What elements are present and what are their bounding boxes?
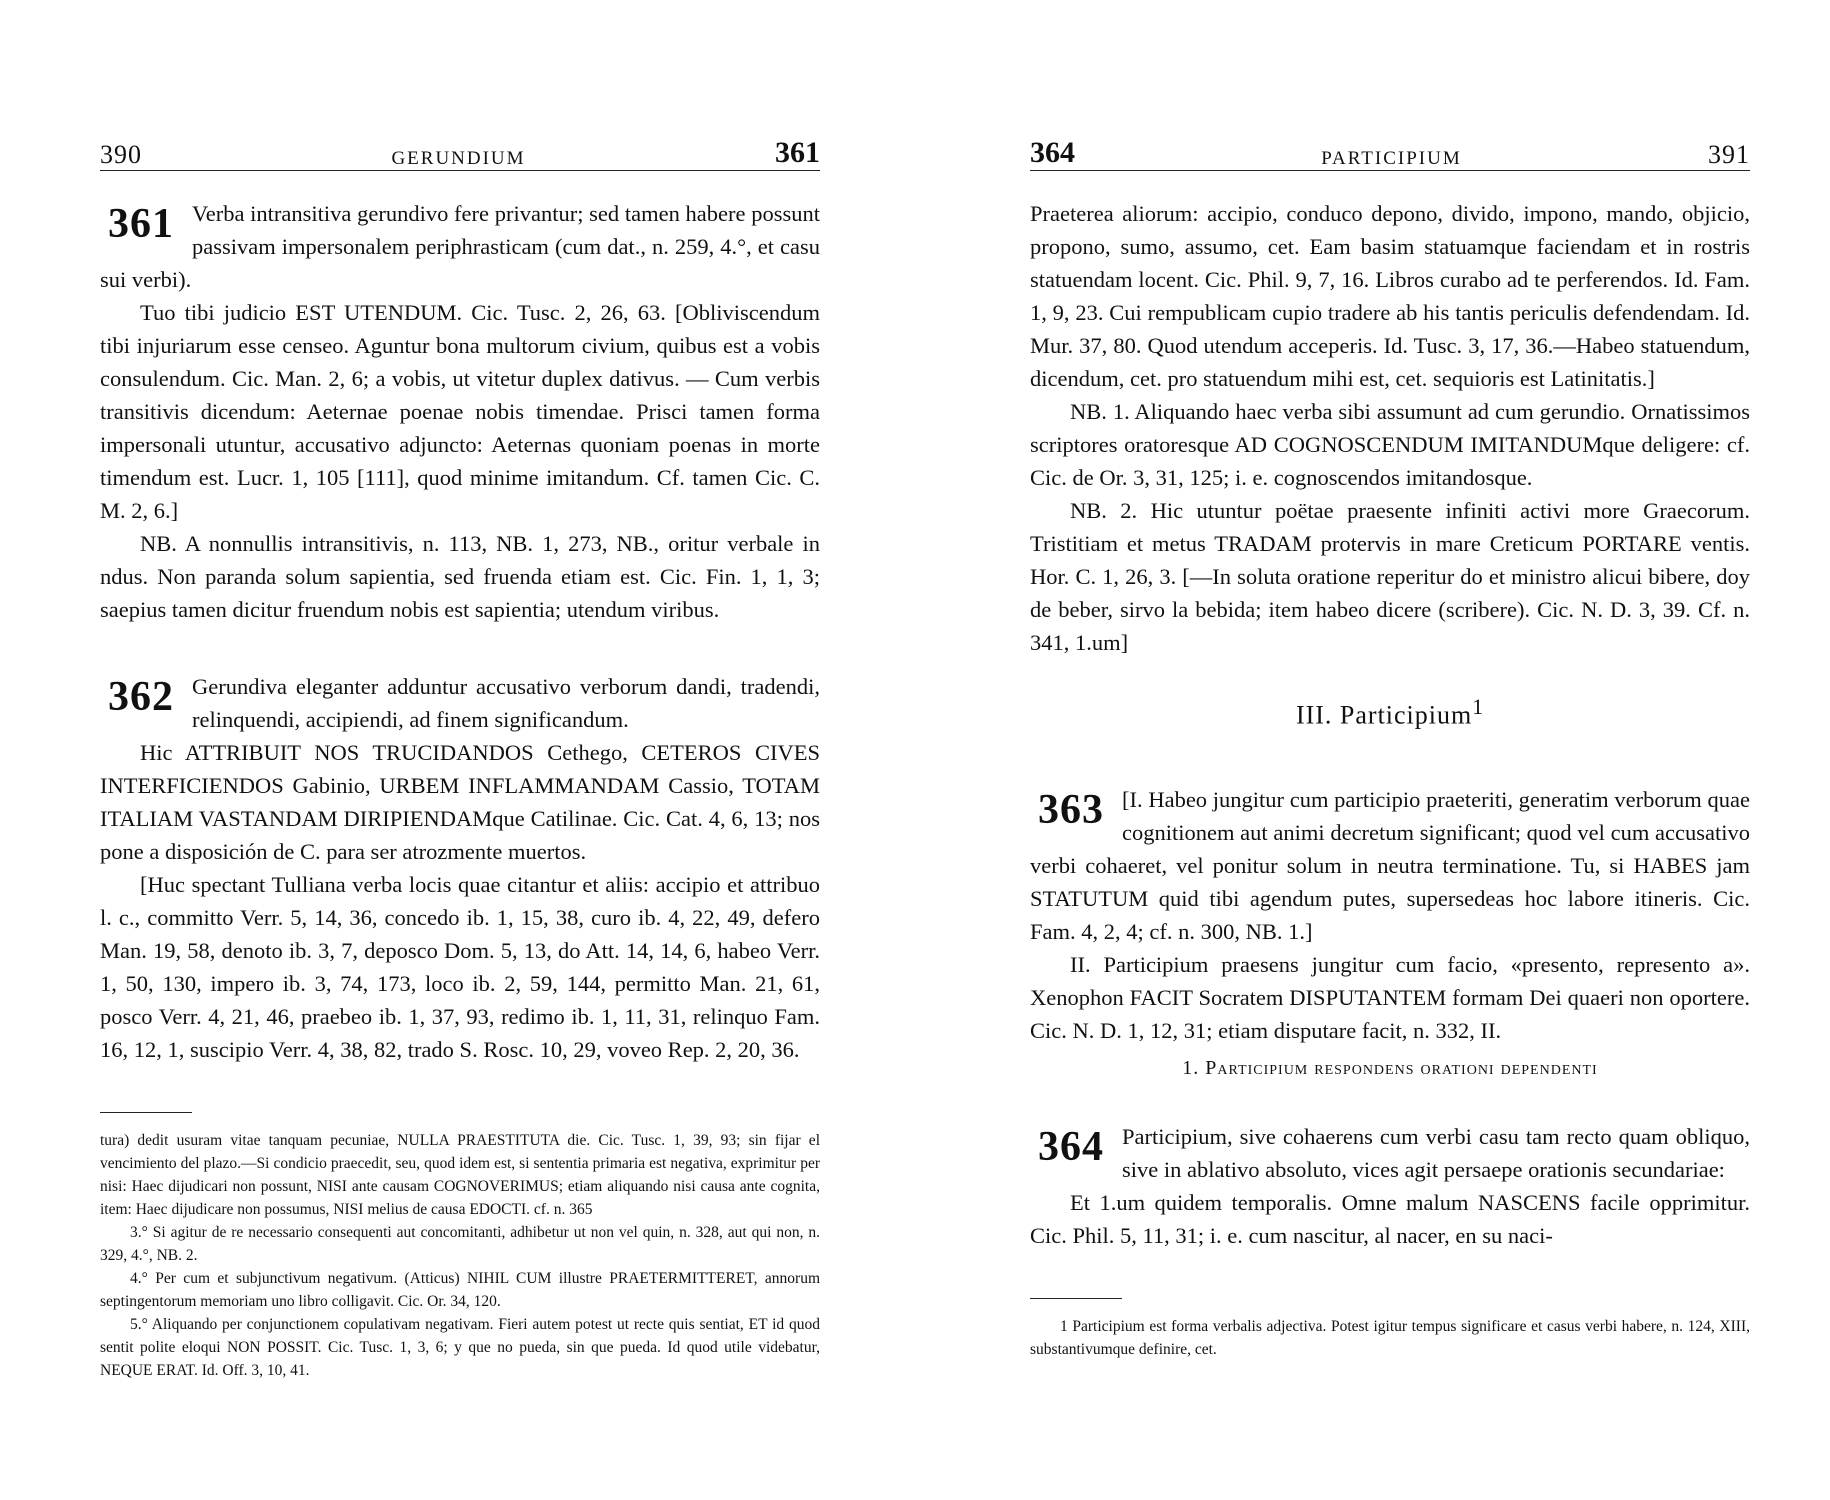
subheading: 1. Participium respondens orationi dependenti [1182, 1056, 1598, 1079]
left-page [100, 120, 820, 1382]
footnotes [100, 1129, 820, 1382]
heading-text: III. Participium [1295, 700, 1473, 730]
section-361 [100, 197, 820, 296]
section-number-label: 364 [1038, 1123, 1104, 1170]
section-number-label: 363 [1038, 786, 1104, 833]
section-text: Gerundiva eleganter adduntur accusativo verborum dandi, tradendi, relinquendi, accipiendi, ad finem significandum. [192, 674, 820, 732]
footnote: tura) dedit usuram vitae tanquam pecuniae, NULLA PRAESTITUTA die. Cic. Tusc. 1, 39, 93; sin fijar el vencimiento del plazo.—Si condicio praecedit, seu, quod idem est, si sententia primaria est negativa, exprimitur per nisi: Haec dijudicari non possunt, NISI ante causam COGNOVERIMUS; etiam aliquando nisi causa ante cognita, item: Haec dijudicare non possumus, NISI melius de causa EDOCTI. cf. n. 365 [100, 1132, 820, 1218]
right-page-header [1030, 120, 1750, 171]
paragraph: NB. 2. Hic utuntur poëtae praesente infiniti activi more Graecorum. Tristitiam et metus TRADAM protervis in mare Creticum PORTARE ventis. Hor. C. 1, 26, 3. [—In soluta oratione reperitur do et ministro alicui bibere, doy de beber, sirvo la bebida; item habeo dicere (scribere). Cic. N. D. 3, 39. Cf. n. 341, 1.um] [1030, 498, 1750, 655]
section-number-label: 362 [108, 674, 174, 720]
paragraph: NB. 1. Aliquando haec verba sibi assumunt ad cum gerundio. Ornatissimos scriptores oratoresque AD COGNOSCENDUM IMITANDUMque deligere: cf. Cic. de Or. 3, 31, 125; i. e. cognoscendos imitandosque. [1030, 399, 1750, 490]
paragraph: [Huc spectant Tulliana verba locis quae citantur et aliis: accipio et attribuo l. c., committo Verr. 5, 14, 36, concedo ib. 1, 15, 38, curo ib. 4, 22, 49, defero Man. 19, 58, denoto ib. 3, 7, deposco Dom. 5, 13, do Att. 14, 14, 6, habeo Verr. 1, 50, 130, impero ib. 3, 74, 173, loco ib. 2, 59, 144, permitto Man. 21, 61, posco Verr. 4, 21, 46, praebeo ib. 1, 37, 93, redimo ib. 1, 11, 31, relinquo Fam. 16, 12, 1, suscipio Verr. 4, 38, 82, trado S. Rosc. 10, 29, voveo Rep. 2, 20, 36. [100, 872, 820, 1062]
page-number: 391 [1708, 140, 1750, 169]
footnote-marker: 1 [1472, 695, 1485, 719]
section-number: 364 [1030, 136, 1075, 169]
footnote: 5.° Aliquando per conjunctionem copulativam negativam. Fieri autem potest ut recte quis sentiat, ET id quod sentit polite eloqui NON POSSIT. Cic. Tusc. 1, 3, 6; y que no pueda, sin que pueda. Id quod utile videbatur, NEQUE ERAT. Id. Off. 3, 10, 41. [100, 1316, 820, 1379]
paragraph: II. Participium praesens jungitur cum facio, «presento, represento a». Xenophon FACIT Socratem DISPUTANTEM formam Dei quaeri non oportere. Cic. N. D. 1, 12, 31; etiam disputare facit, n. 332, II. [1030, 951, 1750, 1043]
running-title: GERUNDIUM [391, 148, 526, 169]
section-number-label: 361 [108, 201, 174, 247]
footnote-rule [1030, 1298, 1122, 1299]
footnotes [1030, 1315, 1750, 1361]
running-title: PARTICIPIUM [1321, 148, 1462, 169]
footnote: 1 Participium est forma verbalis adjectiva. Potest igitur tempus significare et casus verbi habere, n. 124, XIII, substantivumque definire, cet. [1030, 1317, 1750, 1358]
paragraph: NB. A nonnullis intransitivis, n. 113, NB. 1, 273, NB., oritur verbale in ndus. Non paranda solum sapientia, sed fruenda etiam est. Cic. Fin. 1, 1, 3; saepius tamen dicitur fruendum nobis est sapientia; utendum viribus. [100, 531, 820, 622]
section-text: Participium, sive cohaerens cum verbi casu tam recto quam obliquo, sive in ablativo absoluto, vices agit persaepe orationis secundariae: [1122, 1123, 1750, 1182]
footnote: 3.° Si agitur de re necessario consequenti aut concomitanti, adhibetur ut non vel quin, n. 328, aut qui non, n. 329, 4.°, NB. 2. [100, 1224, 820, 1264]
section-363 [1030, 783, 1750, 948]
page-number: 390 [100, 140, 142, 169]
section-text: Verba intransitiva gerundivo fere privantur; sed tamen habere possunt passivam impersonalem periphrasticam (cum dat., n. 259, 4.°, et casu sui verbi). [100, 201, 820, 292]
section-364 [1030, 1120, 1750, 1186]
right-page [1030, 120, 1750, 1361]
section-number: 361 [774, 136, 820, 169]
paragraph: Et 1.um quidem temporalis. Omne malum NASCENS facile opprimitur. Cic. Phil. 5, 11, 31; i. e. cum nascitur, al nacer, en su naci- [1030, 1189, 1750, 1248]
section-362 [100, 670, 820, 736]
footnote: 4.° Per cum et subjunctivum negativum. (Atticus) NIHIL CUM illustre PRAETERMITTERET, annorum septingentorum memoriam uno libro colligavit. Cic. Or. 34, 120. [100, 1270, 820, 1310]
chapter-heading [1030, 695, 1750, 731]
paragraph: Praeterea aliorum: accipio, conduco depono, divido, impono, mando, objicio, propono, sumo, assumo, cet. Eam basim statuamque faciendam et in rostris statuendam locent. Cic. Phil. 9, 7, 16. Libros curabo ad te perferendos. Id. Fam. 1, 9, 23. Cui rempublicam cupio tradere ab his tantis periculis defendendam. Id. Mur. 37, 80. Quod utendum acceperis. Id. Tusc. 3, 17, 36.—Habeo statuendum, dicendum, cet. pro statuendum mihi est, cet. sequioris est Latinitatis.] [1030, 201, 1750, 391]
paragraph: Tuo tibi judicio EST UTENDUM. Cic. Tusc. 2, 26, 63. [Obliviscendum tibi injuriarum esse censeo. Aguntur bona multorum civium, quibus est a vobis consulendum. Cic. Man. 2, 6; a vobis, ut vitetur duplex dativus. — Cum verbis transitivis dicendum: Aeternae poenae nobis timendae. Prisci tamen forma impersonali utuntur, accusativo adjuncto: Aeternas quoniam poenas in morte timendum est. Lucr. 1, 105 [111], quod minime imitandum. Cf. tamen Cic. C. M. 2, 6.] [100, 300, 820, 523]
left-page-header [100, 120, 820, 171]
footnote-rule [100, 1112, 192, 1113]
paragraph: Hic ATTRIBUIT NOS TRUCIDANDOS Cethego, CETEROS CIVES INTERFICIENDOS Gabinio, URBEM INFLAMMANDAM Cassio, TOTAM ITALIAM VASTANDAM DIRIPIENDAMque Catilinae. Cic. Cat. 4, 6, 13; nos pone a disposición de C. para ser atrozmente muertos. [100, 740, 820, 864]
section-text: [I. Habeo jungitur cum participio praeteriti, generatim verborum quae cognitionem aut animi decretum significant; quod vel cum accusativo verbi cohaeret, vel ponitur solum in neutra terminatione. Tu, si HABES jam STATUTUM quid tibi agendum putes, supersedeas hoc labore itineris. Cic. Fam. 4, 2, 4; cf. n. 300, NB. 1.] [1030, 786, 1750, 944]
